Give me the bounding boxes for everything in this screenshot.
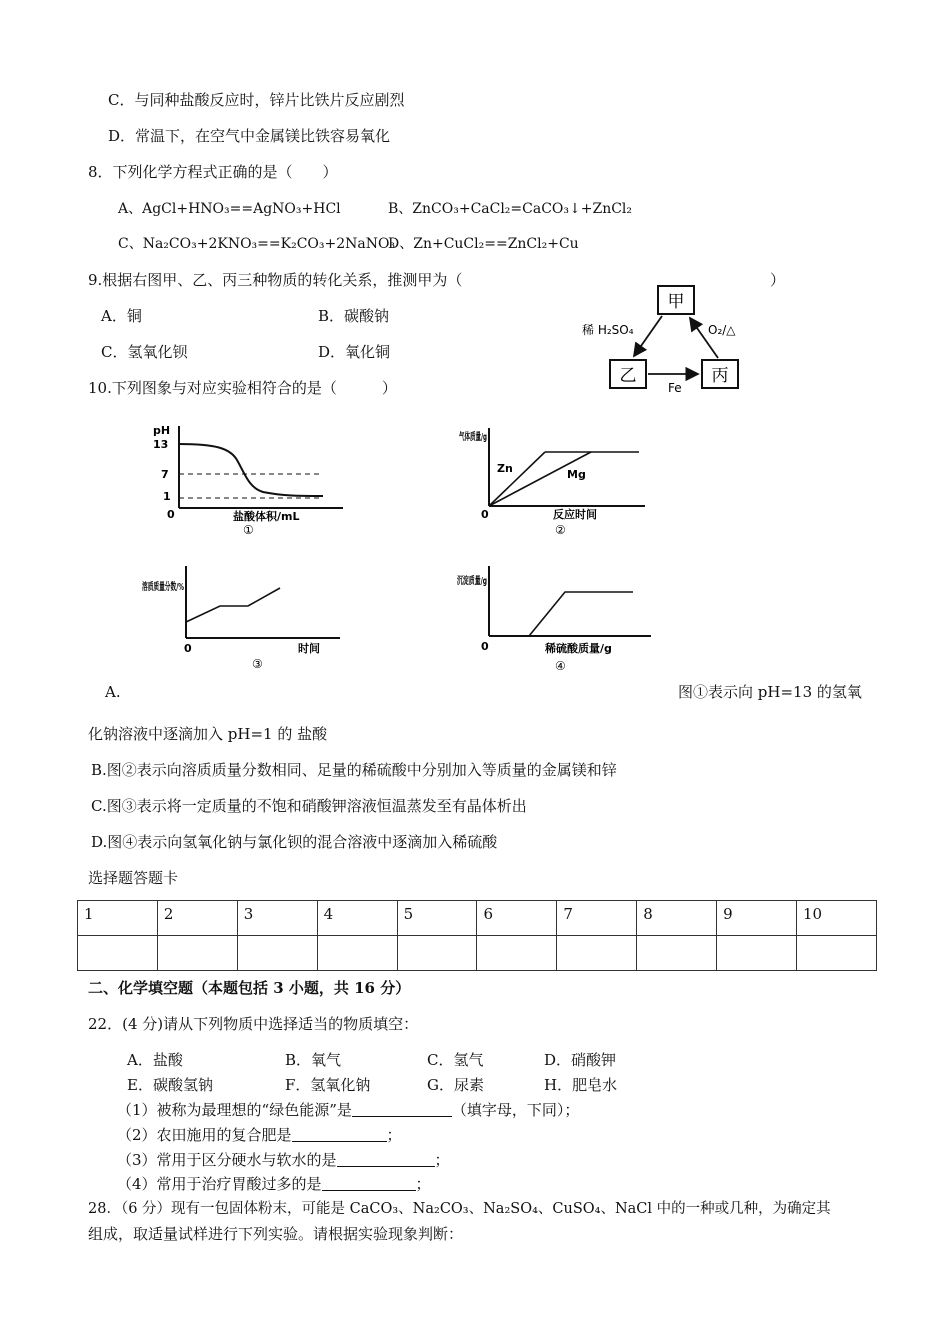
q28-line-2: 组成，取适量试样进行下列实验。请根据实验现象判断： [88,1225,464,1243]
graph-4-precipitate-mass [455,560,665,680]
answer-number-cell: 10 [797,901,877,936]
q9-conversion-diagram [570,280,800,400]
yi-label: 乙 [619,366,637,386]
answer-blank-cell[interactable] [477,936,557,971]
g1-ylabel: pH [153,424,171,437]
q22-option: D．硝酸钾 [544,1051,617,1069]
g4-origin: 0 [481,640,489,653]
answer-blank-cell[interactable] [717,936,797,971]
q22-item-4-text: （4）常用于治疗胃酸过多的是 [117,1175,322,1193]
g3-ylabel: 溶质质量分数/% [142,582,216,593]
q22-stem: 22．(4 分)请从下列物质中选择适当的物质填空： [88,1015,419,1033]
q9-stem: 9.根据右图甲、乙、丙三种物质的转化关系，推测甲为（ [88,271,463,289]
g3-number: ③ [252,657,263,671]
answer-number-cell: 8 [637,901,717,936]
g1-origin: 0 [167,508,175,521]
q9-option-a: A．铜 [101,307,142,325]
graph-1-ph-curve [145,418,355,538]
g3-origin: 0 [184,642,192,655]
answer-card-table [77,900,877,971]
arrow-jia-to-yi [634,316,662,356]
q22-item-4-after: ； [415,1175,431,1193]
q22-item-1-after: （填字母，下同）； [451,1101,580,1119]
answer-blank-cell[interactable] [637,936,717,971]
q22-option: H．肥皂水 [544,1076,618,1094]
q22-option: B．氧气 [285,1051,342,1069]
answer-number-cell: 2 [157,901,237,936]
q8-option-a: A、AgCl+HNO₃==AgNO₃+HCl [118,201,341,217]
g2-ylabel: 气体质量/g [459,432,510,443]
g2-number: ② [555,523,566,537]
q22-item-2-text: （2）农田施用的复合肥是 [117,1126,292,1144]
g3-curve [186,588,280,622]
q22-option: G．尿素 [427,1076,484,1094]
q22-item-1 [117,1100,579,1120]
q10-option-c: C.图③表示将一定质量的不饱和硝酸钾溶液恒温蒸发至有晶体析出 [91,797,527,815]
q8-option-d: D、Zn+CuCl₂==ZnCl₂+Cu [388,236,579,252]
answer-number-cell: 1 [78,901,158,936]
answer-blank-cell[interactable] [157,936,237,971]
q10-stem: 10.下列图象与对应实验相符合的是（ ） [88,379,397,397]
q22-option: A．盐酸 [127,1051,183,1069]
q22-item-3 [117,1150,450,1170]
q10-option-b: B.图②表示向溶质质量分数相同、足量的稀硫酸中分别加入等质量的金属镁和锌 [91,761,617,779]
g1-xlabel: 盐酸体积/mL [233,510,300,523]
g2-zn-label: Zn [497,462,513,475]
section-2-title: 二、化学填空题（本题包括 3 小题，共 16 分） [88,979,411,997]
q9-option-c: C．氢氧化钡 [101,343,188,361]
q22-option: C．氢气 [427,1051,484,1069]
q10-option-a-letter: A. [105,683,121,701]
q8-option-b: B、ZnCO₃+CaCl₂=CaCO₃↓+ZnCl₂ [388,201,633,217]
g1-tick-7: 7 [161,468,169,481]
g4-curve [529,592,633,636]
answer-blank-cell[interactable] [557,936,637,971]
q8-option-c: C、Na₂CO₃+2KNO₃==K₂CO₃+2NaNO₃ [118,236,396,252]
answer-card-answer-row [78,936,877,971]
q22-item-2-blank[interactable] [292,1127,387,1142]
q9-stem-end: ） [770,271,786,289]
answer-number-cell: 5 [397,901,477,936]
answer-number-cell: 3 [237,901,317,936]
q28-line-1: 28．（6 分）现有一包固体粉末，可能是 CaCO₃、Na₂CO₃、Na₂SO₄、CuSO₄、NaCl 中的一种或几种，为确定其 [88,1201,831,1217]
g2-xlabel: 反应时间 [553,508,597,521]
g2-zn-line [489,452,545,506]
graph-2-gas-mass [455,418,665,538]
q22-item-3-blank[interactable] [337,1152,435,1167]
q10-option-a-cont: 化钠溶液中逐滴加入 pH=1 的 盐酸 [88,725,328,743]
bottom-reagent-label: Fe [668,381,682,395]
answer-number-cell: 7 [557,901,637,936]
answer-blank-cell[interactable] [797,936,877,971]
q7-option-c: C．与同种盐酸反应时，锌片比铁片反应剧烈 [108,91,405,109]
q10-option-a-right: 图①表示向 pH=13 的氢氧 [678,683,862,701]
answer-number-cell: 6 [477,901,557,936]
answer-number-cell: 4 [317,901,397,936]
left-reagent-label: 稀 H₂SO₄ [582,323,634,337]
jia-label: 甲 [667,292,685,312]
q8-stem: 8．下列化学方程式正确的是（ ） [88,163,338,181]
q9-option-d: D．氧化铜 [318,343,391,361]
q22-item-2 [117,1125,402,1145]
answer-blank-cell[interactable] [317,936,397,971]
bing-label: 丙 [711,366,729,386]
g1-number: ① [243,523,254,537]
q10-option-d: D.图④表示向氢氧化钠与氯化钡的混合溶液中逐滴加入稀硫酸 [91,833,498,851]
q22-item-3-text: （3）常用于区分硬水与软水的是 [117,1151,337,1169]
g1-tick-1: 1 [163,490,171,503]
answer-number-cell: 9 [717,901,797,936]
q22-item-3-after: ； [434,1151,450,1169]
q22-item-1-text: （1）被称为最理想的“绿色能源”是 [117,1101,352,1119]
q22-item-2-after: ； [386,1126,402,1144]
g4-ylabel: 沉淀质量/g [457,576,508,587]
right-reagent-label: O₂/△ [708,323,736,337]
q7-option-d: D．常温下，在空气中金属镁比铁容易氧化 [108,127,391,145]
answer-blank-cell[interactable] [237,936,317,971]
q22-item-4 [117,1174,431,1194]
q22-item-1-blank[interactable] [352,1102,452,1117]
g2-mg-label: Mg [567,468,586,481]
g4-xlabel: 稀硫酸质量/g [545,642,612,655]
g1-curve [179,444,323,496]
q9-option-b: B．碳酸钠 [318,307,390,325]
q22-item-4-blank[interactable] [322,1176,416,1191]
g4-number: ④ [555,659,566,673]
graph-3-solute-fraction [140,560,350,680]
answer-card-number-row [78,901,877,936]
g1-tick-13: 13 [153,438,169,451]
q22-option: E．碳酸氢钠 [127,1076,213,1094]
g3-xlabel: 时间 [298,642,320,655]
answer-blank-cell[interactable] [397,936,477,971]
answer-card-title: 选择题答题卡 [88,869,179,887]
q22-option: F．氢氧化钠 [285,1076,371,1094]
answer-blank-cell[interactable] [78,936,158,971]
g2-origin: 0 [481,508,489,521]
